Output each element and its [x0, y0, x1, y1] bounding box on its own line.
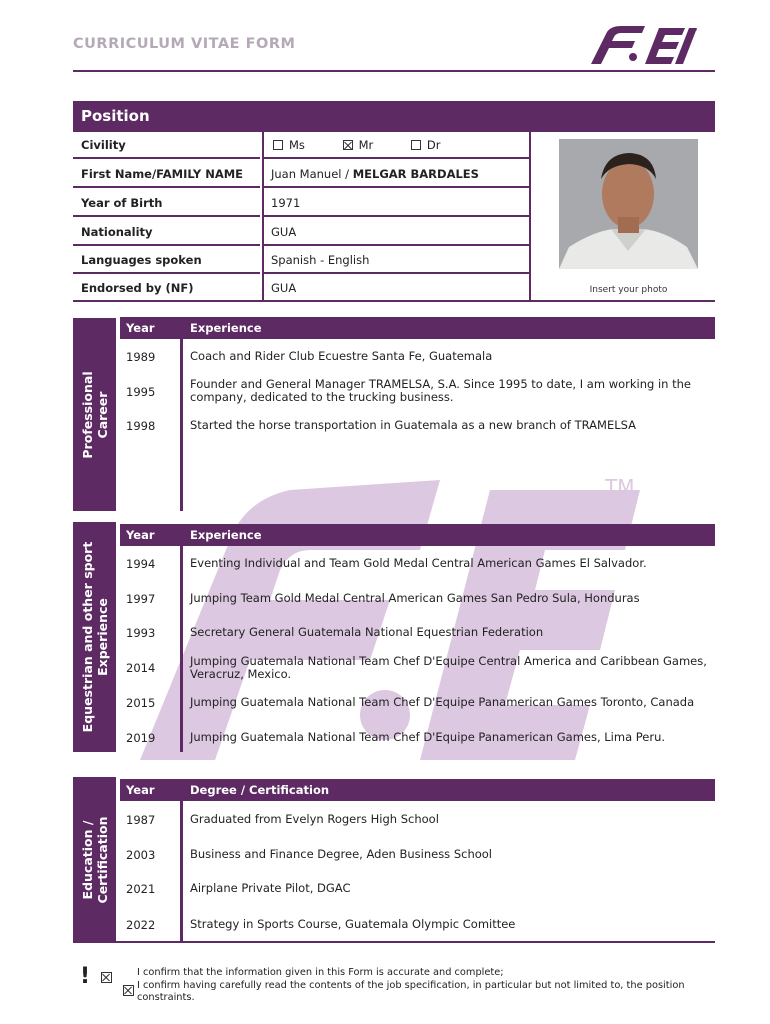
career-col-experience: Experience	[190, 321, 262, 335]
sport-sidebar	[73, 522, 116, 752]
year-of-birth-value[interactable]: 1971	[264, 190, 531, 217]
sport-col-experience: Experience	[190, 528, 262, 542]
civility-dr-label: Dr	[426, 138, 441, 152]
row-year: 2022	[126, 918, 156, 932]
civility-options	[264, 132, 531, 159]
confirm-read-checkbox[interactable]	[123, 985, 134, 996]
warning-mark: !	[80, 964, 91, 989]
civility-row	[73, 132, 531, 159]
civility-ms-label: Ms	[289, 138, 305, 152]
row-text: Coach and Rider Club Ecuestre Santa Fe, Guatemala	[190, 349, 493, 363]
svg-text:™: ™	[693, 29, 698, 35]
row-text: Started the horse transportation in Guatemala as a new branch of TRAMELSA	[190, 418, 636, 432]
education-bottom-border	[73, 941, 715, 943]
name-row	[73, 161, 531, 188]
form-title: CURRICULUM VITAE FORM	[73, 36, 296, 52]
checkbox-mr-checked[interactable]	[343, 140, 353, 150]
year-of-birth-row	[73, 190, 531, 217]
confirm-read-text: I confirm having carefully read the contents of the job specification, in particular but not limited to, the position constraints.	[137, 980, 685, 1003]
row-text: Secretary General Guatemala National Equestrian Federation	[190, 625, 544, 639]
row-year: 1993	[126, 626, 156, 640]
sport-col-year: Year	[126, 528, 155, 542]
row-year: 1989	[126, 350, 156, 364]
row-text: Jumping Guatemala National Team Chef D'Equipe Panamerican Games Toronto, Canada	[190, 695, 695, 709]
family-name: MELGAR BARDALES	[352, 167, 479, 181]
row-year: 2019	[126, 731, 156, 745]
languages-value[interactable]: Spanish - English	[264, 247, 531, 274]
row-year: 1994	[126, 557, 156, 571]
endorsed-value[interactable]: GUA	[271, 281, 297, 295]
row-text: Jumping Guatemala National Team Chef D'Equipe Panamerican Games, Lima Peru.	[190, 730, 666, 744]
row-year: 2021	[126, 882, 156, 896]
watermark-tm: TM	[605, 475, 635, 499]
row-text: Jumping Guatemala National Team Chef D'Equipe Central America and Caribbean Games, Veracruz, Mexico.	[190, 654, 707, 681]
endorsed-label: Endorsed by (NF)	[81, 281, 194, 295]
sport-header	[120, 524, 715, 546]
nationality-label: Nationality	[73, 219, 260, 246]
nationality-row	[73, 219, 531, 246]
education-year-divider	[180, 801, 183, 943]
civility-ms-option[interactable]	[273, 138, 305, 152]
row-text: Business and Finance Degree, Aden Business School	[190, 847, 493, 861]
sport-side-label: Equestrian and other sport Experience	[79, 541, 110, 733]
career-col-year: Year	[126, 321, 155, 335]
civility-label: Civility	[73, 132, 260, 159]
row-text: Graduated from Evelyn Rogers High School	[190, 812, 439, 826]
position-heading: Position	[73, 101, 715, 132]
position-bottom-border	[73, 300, 715, 302]
career-header	[120, 317, 715, 339]
row-text: Jumping Team Gold Medal Central American Games San Pedro Sula, Honduras	[190, 591, 640, 605]
header-divider	[73, 70, 715, 72]
languages-row	[73, 247, 531, 274]
career-side-label: Professional Career	[79, 370, 110, 459]
checkbox-ms[interactable]	[273, 140, 283, 150]
row-text: Strategy in Sports Course, Guatemala Olympic Comittee	[190, 917, 516, 931]
row-year: 1998	[126, 419, 156, 433]
photo-caption: Insert your photo	[589, 285, 668, 295]
row-year: 2015	[126, 696, 156, 710]
year-of-birth-label: Year of Birth	[73, 190, 260, 217]
row-year: 2003	[126, 848, 156, 862]
nationality-value[interactable]: GUA	[264, 219, 531, 246]
photo-divider	[529, 132, 531, 302]
column-divider	[262, 132, 264, 302]
civility-mr-label: Mr	[358, 138, 374, 152]
civility-dr-option[interactable]	[411, 138, 441, 152]
fei-logo	[585, 24, 700, 66]
education-col-year: Year	[126, 783, 155, 797]
confirm-accurate-text: I confirm that the information given in this Form is accurate and complete;	[137, 967, 504, 978]
name-label: First Name/FAMILY NAME	[73, 161, 260, 188]
languages-label: Languages spoken	[73, 247, 260, 274]
fei-watermark	[120, 470, 660, 760]
row-year: 1995	[126, 385, 156, 399]
row-year: 1997	[126, 592, 156, 606]
education-header	[120, 779, 715, 801]
row-year: 1987	[126, 813, 156, 827]
sport-year-divider	[180, 546, 183, 752]
career-sidebar	[73, 318, 116, 511]
row-year: 2014	[126, 661, 156, 675]
row-text: Airplane Private Pilot, DGAC	[190, 881, 351, 895]
education-side-label: Education / Certification	[79, 816, 110, 904]
education-col-degree: Degree / Certification	[190, 783, 330, 797]
name-value[interactable]	[264, 161, 531, 188]
row-text: Eventing Individual and Team Gold Medal Central American Games El Salvador.	[190, 556, 647, 570]
education-sidebar	[73, 777, 116, 943]
checkbox-dr[interactable]	[411, 140, 421, 150]
profile-photo[interactable]	[559, 139, 698, 269]
career-year-divider	[180, 339, 183, 511]
confirm-accurate-checkbox[interactable]	[101, 972, 112, 983]
civility-mr-option[interactable]	[343, 138, 374, 152]
first-name: Juan Manuel /	[271, 167, 353, 181]
endorsed-row	[73, 275, 531, 302]
row-text: Founder and General Manager TRAMELSA, S.A. Since 1995 to date, I am working in the company, dedicated to the trucking business.	[190, 377, 691, 404]
